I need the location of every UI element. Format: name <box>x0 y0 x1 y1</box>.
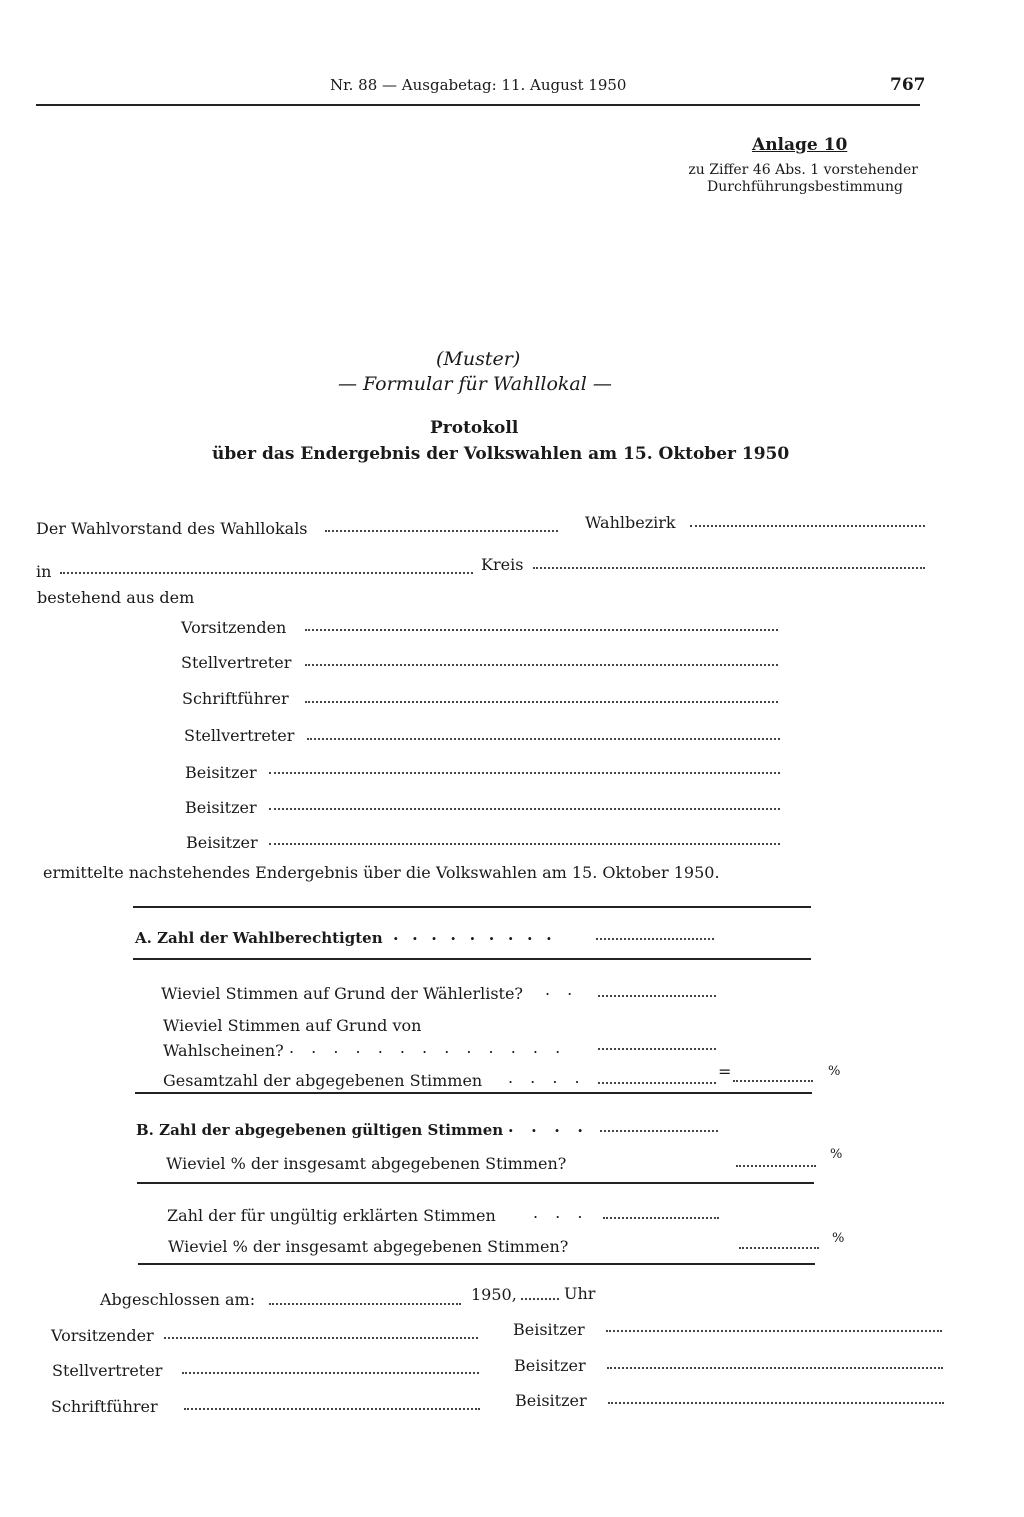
label-bestehend: bestehend aus dem <box>37 588 195 607</box>
sign-right-label-1: Beisitzer <box>513 1320 585 1339</box>
sign-left-field-3[interactable] <box>184 1408 480 1410</box>
label-abgeschlossen: Abgeschlossen am: <box>100 1290 256 1309</box>
sign-right-label-2: Beisitzer <box>514 1356 586 1375</box>
field-wahlbezirk[interactable] <box>690 525 925 527</box>
sign-right-field-2[interactable] <box>607 1367 943 1369</box>
sign-left-label-1: Vorsitzender <box>51 1326 154 1345</box>
label-wahlvorstand: Der Wahlvorstand des Wahllokals <box>36 519 308 538</box>
b-percent-sign: % <box>830 1147 843 1162</box>
sign-left-label-3: Schriftführer <box>51 1397 158 1416</box>
field-kreis[interactable] <box>533 567 925 569</box>
field-wahllokal[interactable] <box>325 530 558 532</box>
total-leader: . . . . <box>508 1068 586 1087</box>
label-q2a: Wieviel Stimmen auf Grund von <box>163 1016 422 1035</box>
field-total-percent[interactable] <box>733 1080 813 1082</box>
label-invalid-percent-question: Wieviel % der insgesamt abgegebenen Stimmen? <box>168 1237 569 1256</box>
member-field-2[interactable] <box>305 664 778 666</box>
member-label-4: Stellvertreter <box>184 726 295 745</box>
running-header: Nr. 88 — Ausgabetag: 11. August 1950 <box>330 76 627 94</box>
sign-left-field-1[interactable] <box>164 1337 478 1339</box>
annex-line-1: zu Ziffer 46 Abs. 1 vorstehender <box>688 162 918 178</box>
total-equals: = <box>718 1062 732 1081</box>
q2-leader: . . . . . . . . . . . . . <box>289 1038 567 1057</box>
section-a-top-rule <box>133 906 811 908</box>
member-label-2: Stellvertreter <box>181 653 292 672</box>
sign-left-field-2[interactable] <box>182 1372 479 1374</box>
member-field-1[interactable] <box>305 629 778 631</box>
label-q1: Wieviel Stimmen auf Grund der Wählerliste? <box>161 984 524 1003</box>
field-q1[interactable] <box>598 995 716 997</box>
header-rule <box>36 104 920 106</box>
member-field-7[interactable] <box>269 843 780 845</box>
member-label-5: Beisitzer <box>185 763 257 782</box>
label-wahlbezirk: Wahlbezirk <box>585 513 676 532</box>
member-label-3: Schriftführer <box>182 689 289 708</box>
member-label-6: Beisitzer <box>185 798 257 817</box>
field-abgeschlossen-date[interactable] <box>269 1303 461 1305</box>
sign-left-label-2: Stellvertreter <box>52 1361 163 1380</box>
formular-label: — Formular für Wahllokal — <box>338 373 612 395</box>
label-year: 1950, <box>471 1285 517 1304</box>
section-a-title: A. Zahl der Wahlberechtigten <box>135 929 383 947</box>
field-q2[interactable] <box>598 1048 716 1050</box>
field-b-percent[interactable] <box>736 1165 816 1167</box>
protokoll-title: Protokoll <box>430 418 519 438</box>
field-total[interactable] <box>598 1082 716 1084</box>
member-field-3[interactable] <box>305 701 778 703</box>
member-field-6[interactable] <box>269 808 780 810</box>
total-percent-sign: % <box>828 1064 841 1079</box>
section-b-title: B. Zahl der abgegebenen gültigen Stimmen <box>136 1121 504 1139</box>
muster-label: (Muster) <box>436 348 521 370</box>
member-label-1: Vorsitzenden <box>181 618 287 637</box>
field-wahlberechtigte[interactable] <box>596 938 714 940</box>
member-field-5[interactable] <box>269 772 780 774</box>
sign-right-field-1[interactable] <box>606 1330 942 1332</box>
section-b-leader: . . . . <box>508 1117 589 1136</box>
sign-right-field-3[interactable] <box>608 1402 944 1404</box>
page-number: 767 <box>890 75 926 95</box>
section-b-end-rule <box>138 1263 815 1265</box>
sign-right-label-3: Beisitzer <box>515 1391 587 1410</box>
section-b-rule <box>137 1182 814 1184</box>
field-invalid-percent[interactable] <box>739 1247 819 1249</box>
q1-leader: . . <box>545 980 579 999</box>
field-uhr[interactable] <box>521 1298 559 1300</box>
protokoll-subtitle: über das Endergebnis der Volkswahlen am 15. Oktober 1950 <box>212 444 790 464</box>
label-b-percent-question: Wieviel % der insgesamt abgegebenen Stimmen? <box>166 1154 567 1173</box>
section-a-leader: . . . . . . . . . <box>393 925 556 944</box>
field-gueltige[interactable] <box>600 1130 718 1132</box>
result-intro: ermittelte nachstehendes Endergebnis über die Volkswahlen am 15. Oktober 1950. <box>43 863 720 882</box>
member-field-4[interactable] <box>307 738 780 740</box>
label-in: in <box>36 562 52 581</box>
annex-line-2: Durchführungsbestimmung <box>707 179 903 195</box>
label-invalid: Zahl der für ungültig erklärten Stimmen <box>167 1206 496 1225</box>
section-a-end-rule <box>135 1092 812 1094</box>
label-uhr: Uhr <box>564 1284 596 1303</box>
label-q2b: Wahlscheinen? <box>163 1041 284 1060</box>
field-in[interactable] <box>60 572 473 574</box>
invalid-leader: . . . <box>533 1203 589 1222</box>
member-label-7: Beisitzer <box>186 833 258 852</box>
field-invalid[interactable] <box>603 1217 719 1219</box>
label-total: Gesamtzahl der abgegebenen Stimmen <box>163 1071 483 1090</box>
section-a-bottom-rule <box>133 958 811 960</box>
annex-title: Anlage 10 <box>752 135 848 155</box>
invalid-percent-sign: % <box>832 1231 845 1246</box>
label-kreis: Kreis <box>481 555 524 574</box>
